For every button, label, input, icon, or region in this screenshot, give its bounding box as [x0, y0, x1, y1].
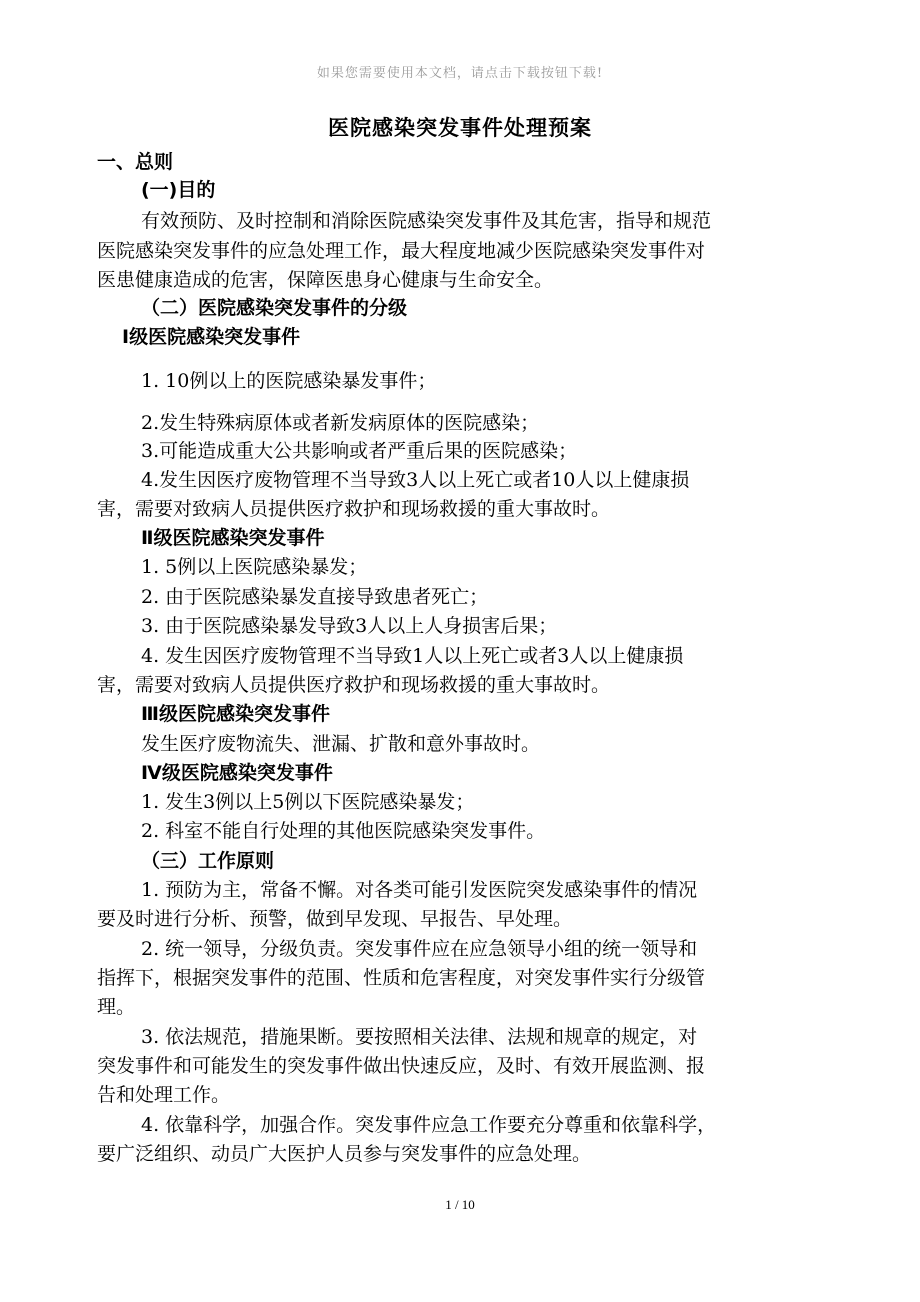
paragraph-line: 医患健康造成的危害，保障医患身心健康与生命安全。 — [97, 269, 554, 291]
list-item: 2.发生特殊病原体或者新发病原体的医院感染； — [141, 412, 540, 434]
list-item: 1. 发生3例以上5例以下医院感染暴发； — [141, 791, 475, 813]
paragraph-line: 有效预防、及时控制和消除医院感染突发事件及其危害，指导和规范 — [141, 210, 712, 232]
list-item: 害，需要对致病人员提供医疗救护和现场救援的重大事故时。 — [97, 674, 611, 696]
list-item: 4. 发生因医疗废物管理不当导致1人以上死亡或者3人以上健康损 — [141, 645, 684, 667]
paragraph-line: 告和处理工作。 — [97, 1084, 231, 1106]
document-title: 医院感染突发事件处理预案 — [328, 116, 592, 140]
paragraph-line: 3. 依法规范，措施果断。要按照相关法律、法规和规章的规定，对 — [141, 1026, 698, 1048]
list-item: 4.发生因医疗废物管理不当导致3人以上死亡或者10人以上健康损 — [141, 469, 690, 491]
paragraph-line: 要及时进行分析、预警，做到早发现、早报告、早处理。 — [97, 908, 573, 930]
paragraph-line: 要广泛组织、动员广大医护人员参与突发事件的应急处理。 — [97, 1143, 592, 1165]
subsection-heading: (一)目的 — [141, 179, 216, 201]
paragraph-line: 2. 统一领导，分级负责。突发事件应在应急领导小组的统一领导和 — [141, 938, 698, 960]
level-heading: Ⅲ级医院感染突发事件 — [141, 703, 330, 725]
list-item: 3.可能造成重大公共影响或者严重后果的医院感染； — [141, 440, 578, 462]
list-item: 3. 由于医院感染暴发导致3人以上人身损害后果； — [141, 615, 558, 637]
subsection-heading: （三）工作原则 — [141, 850, 275, 872]
paragraph-line: 1. 预防为主，常备不懈。对各类可能引发医院突发感染事件的情况 — [141, 879, 698, 901]
section-heading: 一、总则 — [97, 151, 174, 173]
level-heading: Ⅰ级医院感染突发事件 — [122, 326, 301, 348]
download-notice: 如果您需要使用本文档，请点击下载按钮下载! — [316, 66, 604, 81]
paragraph-line: 医院感染突发事件的应急处理工作，最大程度地减少医院感染突发事件对 — [97, 240, 706, 262]
subsection-heading: （二）医院感染突发事件的分级 — [141, 297, 408, 319]
list-item: 2. 由于医院感染暴发直接导致患者死亡； — [141, 586, 489, 608]
paragraph-line: 4. 依靠科学，加强合作。突发事件应急工作要充分尊重和依靠科学， — [141, 1114, 717, 1136]
paragraph-line: 突发事件和可能发生的突发事件做出快速反应，及时、有效开展监测、报 — [97, 1055, 706, 1077]
paragraph-line: 理。 — [97, 996, 136, 1018]
list-item: 2. 科室不能自行处理的其他医院感染突发事件。 — [141, 820, 546, 842]
list-item: 害，需要对致病人员提供医疗救护和现场救援的重大事故时。 — [97, 498, 611, 520]
page-number: 1 / 10 — [445, 1197, 475, 1212]
level-heading: Ⅱ级医院感染突发事件 — [141, 527, 325, 549]
level-heading: Ⅳ级医院感染突发事件 — [141, 762, 333, 784]
paragraph-line: 发生医疗废物流失、泄漏、扩散和意外事故时。 — [141, 733, 541, 755]
list-item: 1. 10例以上的医院感染暴发事件； — [141, 370, 437, 392]
list-item: 1. 5例以上医院感染暴发； — [141, 556, 368, 578]
paragraph-line: 指挥下，根据突发事件的范围、性质和危害程度，对突发事件实行分级管 — [97, 967, 706, 989]
